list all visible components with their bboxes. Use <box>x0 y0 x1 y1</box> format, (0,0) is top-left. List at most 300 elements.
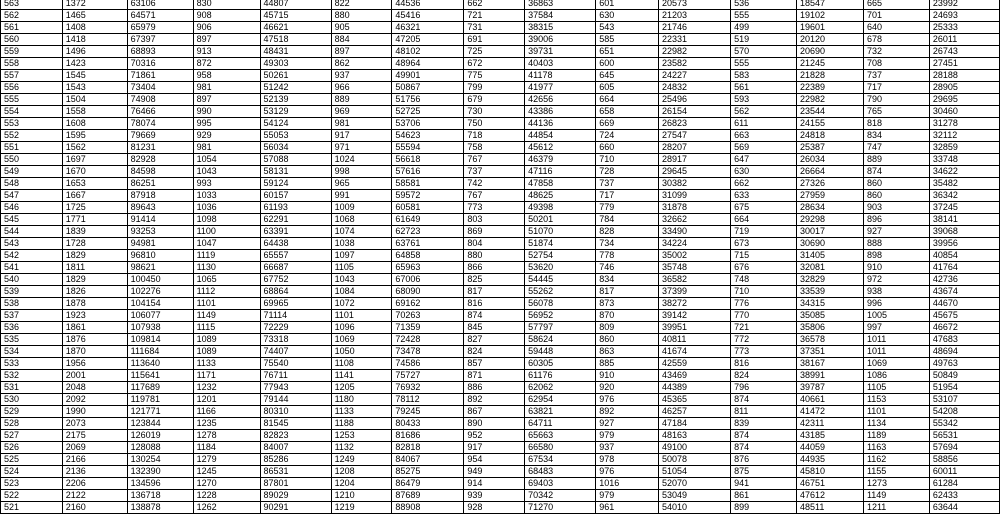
table-cell: 2160 <box>62 502 127 514</box>
table-cell: 67397 <box>127 34 193 46</box>
table-cell: 115641 <box>127 370 193 382</box>
score-cell: 523 <box>1 478 63 490</box>
table-cell: 22982 <box>659 46 731 58</box>
table-cell: 62291 <box>260 214 331 226</box>
table-cell: 62062 <box>525 382 596 394</box>
table-cell: 664 <box>596 94 659 106</box>
table-cell: 884 <box>331 34 392 46</box>
table-cell: 910 <box>863 262 929 274</box>
table-cell: 31099 <box>659 190 731 202</box>
table-cell: 60157 <box>260 190 331 202</box>
table-cell: 630 <box>596 10 659 22</box>
table-cell: 961 <box>596 502 659 514</box>
table-cell: 1086 <box>863 370 929 382</box>
table-cell: 880 <box>464 250 525 262</box>
table-cell: 24155 <box>797 118 864 130</box>
table-cell: 1009 <box>331 202 392 214</box>
score-cell: 550 <box>1 154 63 166</box>
table-cell: 772 <box>731 334 797 346</box>
table-cell: 1163 <box>863 442 929 454</box>
table-cell: 64571 <box>127 10 193 22</box>
table-cell: 1861 <box>62 322 127 334</box>
table-cell: 927 <box>596 418 659 430</box>
table-cell: 871 <box>464 370 525 382</box>
table-cell: 2206 <box>62 478 127 490</box>
score-cell: 561 <box>1 22 63 34</box>
table-cell: 46321 <box>392 22 464 34</box>
table-cell: 24818 <box>797 130 864 142</box>
score-cell: 548 <box>1 178 63 190</box>
table-cell: 1504 <box>62 94 127 106</box>
table-cell: 876 <box>731 454 797 466</box>
table-cell: 1829 <box>62 274 127 286</box>
table-cell: 719 <box>731 226 797 238</box>
table-cell: 1189 <box>863 430 929 442</box>
table-cell: 91414 <box>127 214 193 226</box>
table-cell: 50261 <box>260 70 331 82</box>
table-cell: 22389 <box>797 82 864 94</box>
table-cell: 69965 <box>260 298 331 310</box>
table-cell: 1558 <box>62 106 127 118</box>
table-cell: 803 <box>464 214 525 226</box>
table-row <box>1 238 1000 250</box>
table-cell: 1278 <box>193 430 260 442</box>
table-cell: 107938 <box>127 322 193 334</box>
table-row <box>1 10 1000 22</box>
table-cell: 21245 <box>797 58 864 70</box>
table-cell: 60305 <box>525 358 596 370</box>
table-cell: 79245 <box>392 406 464 418</box>
table-cell: 1108 <box>331 358 392 370</box>
table-row <box>1 106 1000 118</box>
table-cell: 1253 <box>331 430 392 442</box>
table-cell: 74407 <box>260 346 331 358</box>
table-cell: 747 <box>863 142 929 154</box>
table-cell: 24832 <box>659 82 731 94</box>
table-cell: 585 <box>596 34 659 46</box>
table-cell: 41977 <box>525 82 596 94</box>
table-cell: 1089 <box>193 334 260 346</box>
table-cell: 48163 <box>659 430 731 442</box>
table-cell: 1065 <box>193 274 260 286</box>
table-cell: 1372 <box>62 0 127 10</box>
table-cell: 1101 <box>863 406 929 418</box>
table-cell: 34622 <box>929 166 999 178</box>
table-cell: 44059 <box>797 442 864 454</box>
table-cell: 28634 <box>797 202 864 214</box>
table-cell: 734 <box>596 238 659 250</box>
table-cell: 543 <box>596 22 659 34</box>
table-cell: 1011 <box>863 346 929 358</box>
table-cell: 640 <box>863 22 929 34</box>
table-cell: 724 <box>596 130 659 142</box>
table-cell: 23582 <box>659 58 731 70</box>
table-cell: 33490 <box>659 226 731 238</box>
table-cell: 36342 <box>929 190 999 202</box>
table-cell: 65963 <box>392 262 464 274</box>
table-cell: 53129 <box>260 106 331 118</box>
table-cell: 126019 <box>127 430 193 442</box>
table-cell: 51954 <box>929 382 999 394</box>
table-cell: 1990 <box>62 406 127 418</box>
table-cell: 36578 <box>797 334 864 346</box>
table-cell: 73478 <box>392 346 464 358</box>
table-cell: 28905 <box>929 82 999 94</box>
table-cell: 26823 <box>659 118 731 130</box>
table-cell: 1132 <box>331 442 392 454</box>
table-cell: 860 <box>596 334 659 346</box>
table-cell: 1069 <box>863 358 929 370</box>
table-cell: 89643 <box>127 202 193 214</box>
table-cell: 44670 <box>929 298 999 310</box>
table-cell: 93253 <box>127 226 193 238</box>
table-cell: 647 <box>731 154 797 166</box>
table-cell: 978 <box>596 454 659 466</box>
table-cell: 46257 <box>659 406 731 418</box>
table-cell: 132390 <box>127 466 193 478</box>
table-cell: 35482 <box>929 178 999 190</box>
table-cell: 64858 <box>392 250 464 262</box>
table-cell: 767 <box>464 154 525 166</box>
table-row <box>1 286 1000 298</box>
table-cell: 981 <box>331 118 392 130</box>
table-cell: 767 <box>464 190 525 202</box>
table-cell: 113640 <box>127 358 193 370</box>
table-cell: 737 <box>596 178 659 190</box>
table-cell: 86531 <box>260 466 331 478</box>
table-row <box>1 430 1000 442</box>
table-cell: 62954 <box>525 394 596 406</box>
table-cell: 80433 <box>392 418 464 430</box>
table-cell: 88908 <box>392 502 464 514</box>
table-row <box>1 46 1000 58</box>
table-cell: 1038 <box>331 238 392 250</box>
score-cell: 521 <box>1 502 63 514</box>
table-row <box>1 0 1000 10</box>
table-cell: 897 <box>331 46 392 58</box>
table-cell: 41472 <box>797 406 864 418</box>
table-cell: 899 <box>731 502 797 514</box>
table-cell: 84598 <box>127 166 193 178</box>
table-cell: 830 <box>193 0 260 10</box>
table-cell: 914 <box>464 478 525 490</box>
table-cell: 778 <box>596 250 659 262</box>
table-cell: 1119 <box>193 250 260 262</box>
table-cell: 43185 <box>797 430 864 442</box>
table-cell: 61649 <box>392 214 464 226</box>
table-cell: 1141 <box>331 370 392 382</box>
table-cell: 828 <box>596 226 659 238</box>
table-cell: 71270 <box>525 502 596 514</box>
table-cell: 1670 <box>62 166 127 178</box>
table-cell: 1249 <box>331 454 392 466</box>
table-cell: 78074 <box>127 118 193 130</box>
table-cell: 773 <box>731 346 797 358</box>
table-cell: 45810 <box>797 466 864 478</box>
table-cell: 56078 <box>525 298 596 310</box>
score-cell: 541 <box>1 262 63 274</box>
table-cell: 1878 <box>62 298 127 310</box>
table-cell: 87918 <box>127 190 193 202</box>
table-cell: 38991 <box>797 370 864 382</box>
table-cell: 737 <box>464 166 525 178</box>
table-cell: 57616 <box>392 166 464 178</box>
table-cell: 23992 <box>929 0 999 10</box>
table-cell: 138878 <box>127 502 193 514</box>
table-cell: 1105 <box>863 382 929 394</box>
score-cell: 552 <box>1 130 63 142</box>
table-cell: 136718 <box>127 490 193 502</box>
table-cell: 536 <box>731 0 797 10</box>
table-cell: 1072 <box>331 298 392 310</box>
table-cell: 68090 <box>392 286 464 298</box>
table-cell: 53620 <box>525 262 596 274</box>
table-cell: 68893 <box>127 46 193 58</box>
table-cell: 773 <box>464 202 525 214</box>
table-cell: 2048 <box>62 382 127 394</box>
table-row <box>1 154 1000 166</box>
table-cell: 82818 <box>392 442 464 454</box>
table-cell: 929 <box>193 130 260 142</box>
table-cell: 976 <box>596 394 659 406</box>
table-cell: 39787 <box>797 382 864 394</box>
table-cell: 121771 <box>127 406 193 418</box>
table-cell: 1069 <box>331 334 392 346</box>
table-cell: 27326 <box>797 178 864 190</box>
table-cell: 29695 <box>929 94 999 106</box>
table-cell: 818 <box>863 118 929 130</box>
table-cell: 913 <box>193 46 260 58</box>
table-cell: 30017 <box>797 226 864 238</box>
table-cell: 54445 <box>525 274 596 286</box>
table-cell: 51070 <box>525 226 596 238</box>
table-cell: 87801 <box>260 478 331 490</box>
table-cell: 62723 <box>392 226 464 238</box>
table-cell: 874 <box>731 430 797 442</box>
table-cell: 1608 <box>62 118 127 130</box>
table-body <box>1 0 1000 514</box>
table-cell: 1279 <box>193 454 260 466</box>
table-cell: 45675 <box>929 310 999 322</box>
table-cell: 38272 <box>659 298 731 310</box>
table-cell: 72428 <box>392 334 464 346</box>
table-cell: 74586 <box>392 358 464 370</box>
table-cell: 1465 <box>62 10 127 22</box>
table-cell: 46379 <box>525 154 596 166</box>
table-cell: 717 <box>596 190 659 202</box>
table-cell: 2001 <box>62 370 127 382</box>
table-cell: 972 <box>863 274 929 286</box>
score-cell: 535 <box>1 334 63 346</box>
table-cell: 1210 <box>331 490 392 502</box>
table-cell: 77943 <box>260 382 331 394</box>
table-cell: 53706 <box>392 118 464 130</box>
table-cell: 1208 <box>331 466 392 478</box>
table-cell: 1016 <box>596 478 659 490</box>
table-cell: 1005 <box>863 310 929 322</box>
table-cell: 758 <box>464 142 525 154</box>
table-cell: 1166 <box>193 406 260 418</box>
table-row <box>1 334 1000 346</box>
table-cell: 53049 <box>659 490 731 502</box>
table-cell: 2175 <box>62 430 127 442</box>
table-cell: 39956 <box>929 238 999 250</box>
table-cell: 827 <box>464 334 525 346</box>
table-cell: 29645 <box>659 166 731 178</box>
table-cell: 1595 <box>62 130 127 142</box>
table-cell: 68864 <box>260 286 331 298</box>
table-cell: 811 <box>731 406 797 418</box>
table-cell: 519 <box>731 34 797 46</box>
table-cell: 928 <box>464 502 525 514</box>
table-cell: 927 <box>863 226 929 238</box>
table-cell: 25333 <box>929 22 999 34</box>
table-row <box>1 130 1000 142</box>
score-cell: 549 <box>1 166 63 178</box>
table-cell: 869 <box>464 226 525 238</box>
table-cell: 776 <box>731 298 797 310</box>
table-cell: 906 <box>193 22 260 34</box>
table-cell: 87689 <box>392 490 464 502</box>
table-row <box>1 82 1000 94</box>
table-cell: 64711 <box>525 418 596 430</box>
table-cell: 130254 <box>127 454 193 466</box>
table-cell: 19102 <box>797 10 864 22</box>
table-cell: 47518 <box>260 34 331 46</box>
table-cell: 796 <box>731 382 797 394</box>
table-cell: 84007 <box>260 442 331 454</box>
table-cell: 658 <box>596 106 659 118</box>
table-row <box>1 214 1000 226</box>
table-cell: 660 <box>596 142 659 154</box>
table-cell: 555 <box>731 10 797 22</box>
table-cell: 44136 <box>525 118 596 130</box>
table-cell: 119781 <box>127 394 193 406</box>
table-cell: 40811 <box>659 334 731 346</box>
table-cell: 61284 <box>929 478 999 490</box>
table-cell: 817 <box>596 286 659 298</box>
table-cell: 1089 <box>193 346 260 358</box>
table-cell: 49901 <box>392 70 464 82</box>
table-cell: 715 <box>731 250 797 262</box>
table-cell: 38315 <box>525 22 596 34</box>
table-cell: 21828 <box>797 70 864 82</box>
score-cell: 546 <box>1 202 63 214</box>
score-cell: 540 <box>1 274 63 286</box>
table-cell: 79669 <box>127 130 193 142</box>
table-cell: 26154 <box>659 106 731 118</box>
table-cell: 1043 <box>331 274 392 286</box>
table-cell: 52070 <box>659 478 731 490</box>
table-cell: 27547 <box>659 130 731 142</box>
table-cell: 965 <box>331 178 392 190</box>
table-cell: 903 <box>863 202 929 214</box>
table-row <box>1 394 1000 406</box>
table-cell: 824 <box>731 370 797 382</box>
table-cell: 78112 <box>392 394 464 406</box>
table-cell: 1074 <box>331 226 392 238</box>
table-cell: 673 <box>731 238 797 250</box>
table-cell: 50867 <box>392 82 464 94</box>
table-cell: 80310 <box>260 406 331 418</box>
table-cell: 664 <box>731 214 797 226</box>
table-cell: 63106 <box>127 0 193 10</box>
score-cell: 545 <box>1 214 63 226</box>
table-cell: 1036 <box>193 202 260 214</box>
table-cell: 52725 <box>392 106 464 118</box>
table-cell: 24693 <box>929 10 999 22</box>
score-cell: 542 <box>1 250 63 262</box>
table-cell: 867 <box>464 406 525 418</box>
table-cell: 36863 <box>525 0 596 10</box>
table-cell: 26034 <box>797 154 864 166</box>
table-row <box>1 34 1000 46</box>
table-cell: 1153 <box>863 394 929 406</box>
score-cell: 534 <box>1 346 63 358</box>
table-row <box>1 346 1000 358</box>
table-cell: 46751 <box>797 478 864 490</box>
table-cell: 678 <box>863 34 929 46</box>
table-cell: 70342 <box>525 490 596 502</box>
table-cell: 47116 <box>525 166 596 178</box>
table-cell: 42736 <box>929 274 999 286</box>
table-cell: 499 <box>731 22 797 34</box>
table-cell: 910 <box>596 370 659 382</box>
score-cell: 562 <box>1 10 63 22</box>
table-cell: 2073 <box>62 418 127 430</box>
table-cell: 874 <box>731 442 797 454</box>
table-cell: 790 <box>863 94 929 106</box>
table-cell: 1162 <box>863 454 929 466</box>
table-cell: 43386 <box>525 106 596 118</box>
table-cell: 1105 <box>331 262 392 274</box>
table-cell: 72229 <box>260 322 331 334</box>
table-cell: 1228 <box>193 490 260 502</box>
table-cell: 75540 <box>260 358 331 370</box>
score-cell: 525 <box>1 454 63 466</box>
table-cell: 58131 <box>260 166 331 178</box>
table-cell: 52139 <box>260 94 331 106</box>
table-cell: 1562 <box>62 142 127 154</box>
table-cell: 718 <box>464 130 525 142</box>
table-cell: 731 <box>464 22 525 34</box>
table-cell: 1697 <box>62 154 127 166</box>
table-cell: 2069 <box>62 442 127 454</box>
table-cell: 61176 <box>525 370 596 382</box>
table-cell: 1101 <box>193 298 260 310</box>
table-cell: 56952 <box>525 310 596 322</box>
table-cell: 51874 <box>525 238 596 250</box>
table-row <box>1 94 1000 106</box>
table-cell: 58856 <box>929 454 999 466</box>
table-cell: 54208 <box>929 406 999 418</box>
table-cell: 76932 <box>392 382 464 394</box>
table-cell: 47858 <box>525 178 596 190</box>
table-cell: 27959 <box>797 190 864 202</box>
table-cell: 42656 <box>525 94 596 106</box>
table-cell: 73404 <box>127 82 193 94</box>
table-cell: 28188 <box>929 70 999 82</box>
table-cell: 54623 <box>392 130 464 142</box>
table-cell: 67534 <box>525 454 596 466</box>
table-cell: 990 <box>193 106 260 118</box>
table-cell: 1054 <box>193 154 260 166</box>
table-cell: 721 <box>731 322 797 334</box>
table-cell: 845 <box>464 322 525 334</box>
table-cell: 748 <box>731 274 797 286</box>
table-cell: 47184 <box>659 418 731 430</box>
table-cell: 775 <box>464 70 525 82</box>
